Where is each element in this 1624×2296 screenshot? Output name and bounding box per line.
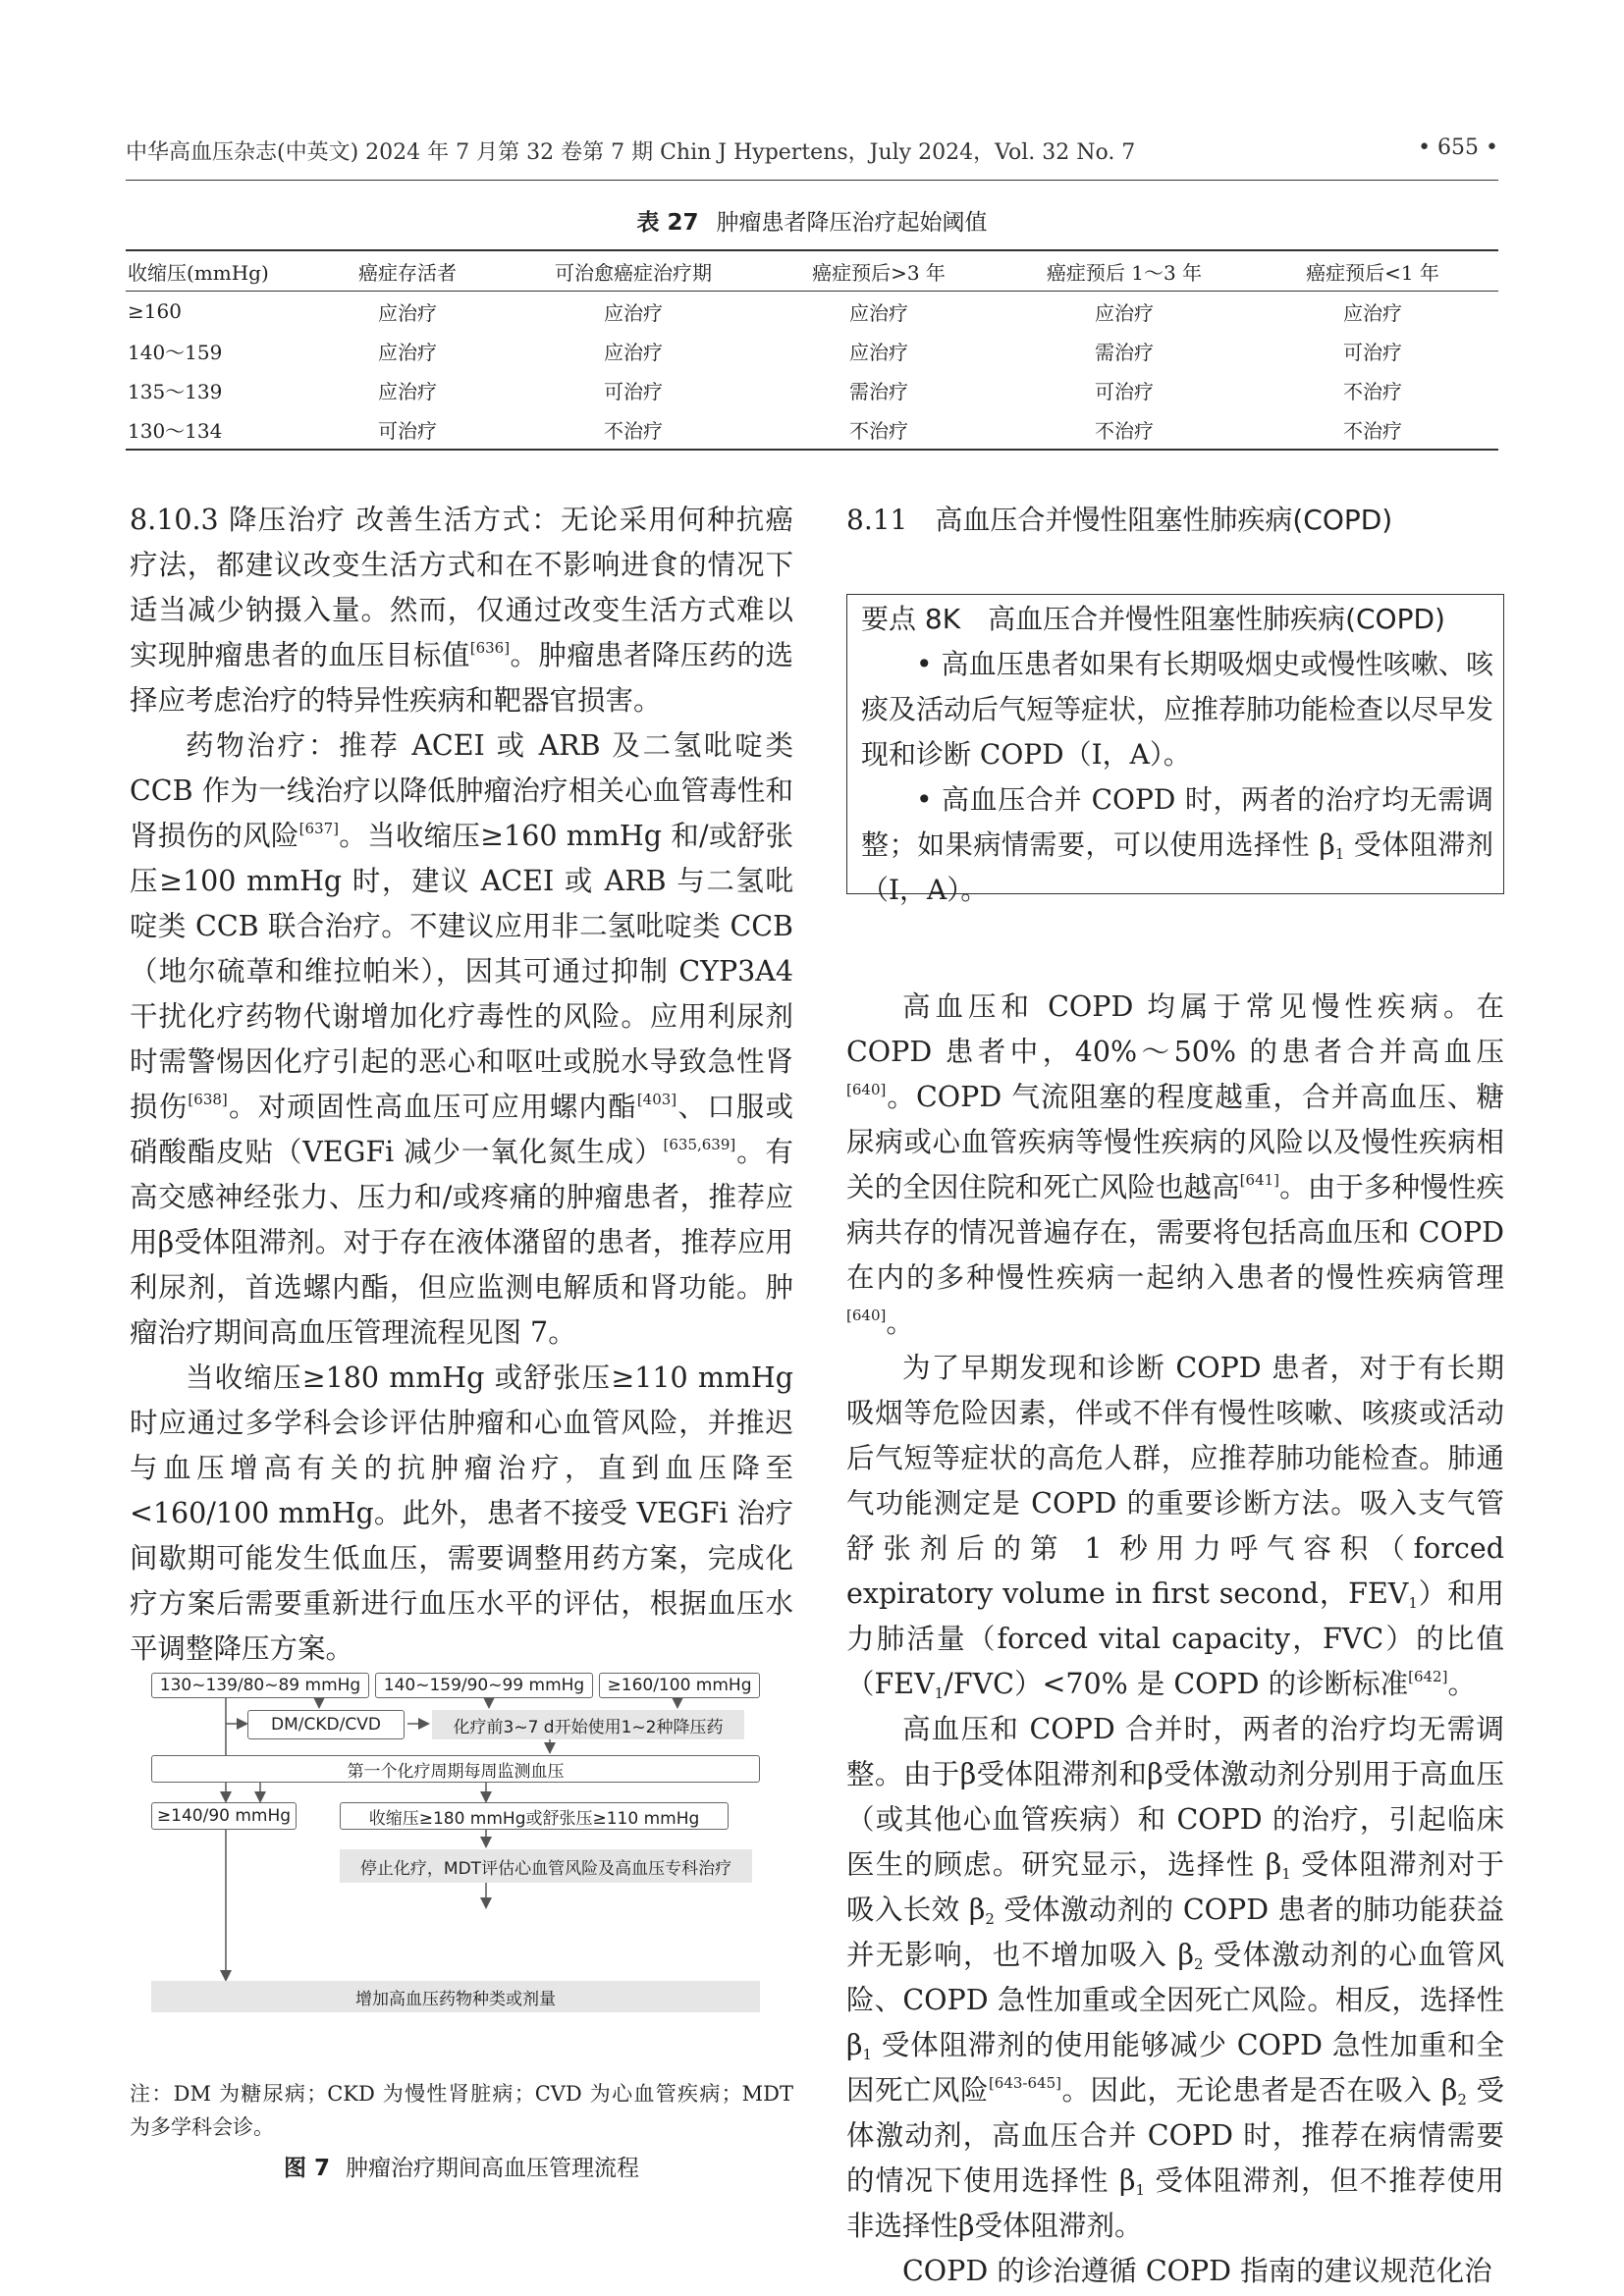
table-cell: 应治疗 <box>849 340 908 364</box>
text-span: 。对顽固性高血压可应用螺内酯 <box>227 1091 637 1123</box>
key-points-title <box>861 597 1493 642</box>
section-number: 8.11 <box>846 504 908 536</box>
citation: [643-645] <box>988 2074 1061 2092</box>
paragraph-antihypertensive <box>130 498 793 723</box>
text-span: 受体阻滞剂，但不推荐使用非选择性β受体阻滞剂。 <box>846 2164 1504 2242</box>
citation: [641] <box>1239 1171 1280 1189</box>
paragraph-copd-guideline: COPD 的诊治遵循 COPD 指南的建议规范化治 <box>902 2255 1492 2287</box>
table-cell: 可治疗 <box>1343 340 1402 364</box>
figure-caption <box>130 2150 793 2182</box>
paragraph-copd-treatment <box>846 1707 1504 2249</box>
text-span: 为了早期发现和诊断 COPD 患者，对于有长期吸烟等危险因素，伴或不伴有慢性咳嗽、咳痰或活动后气短等症状的高危人群，应推荐肺功能检查。肺通气功能测定是 COPD 的重要诊断方法。吸入支气管舒张剂后的第 1 秒用力呼气容积（forced expiratory volume in first second，FEV <box>846 1352 1504 1610</box>
text-span: ）和用力肺活量（forced vital capacity，FVC）的比值（FEV <box>846 1577 1504 1700</box>
table-cell: 不治疗 <box>511 409 756 450</box>
table-header-cell: 癌症预后 1～3 年 <box>1001 250 1247 292</box>
table-header-cell: 可治愈癌症治疗期 <box>511 250 756 292</box>
flow-box-bp-160-100: ≥160/100 mmHg <box>599 1673 760 1698</box>
subscript: 2 <box>1193 1955 1204 1973</box>
key-points-box <box>846 594 1504 906</box>
table-header-row <box>126 250 1498 292</box>
figure-label: 图 7 <box>283 2156 330 2181</box>
subscript: 1 <box>1135 2181 1146 2199</box>
figure-title: 肿瘤治疗期间高血压管理流程 <box>346 2156 639 2181</box>
right-column <box>846 985 1504 2294</box>
text-span: 高血压和 COPD 合并时，两者的治疗均无需调整。由于β受体阻滞剂和β受体激动剂分别用于高血压（或其他心血管疾病）和 COPD 的治疗，引起临床医生的顾虑。研究显示，选择性 β <box>846 1713 1504 1881</box>
text-span: 受体激动剂，高血压合并 COPD 时，推荐在病情需要的情况下使用选择性 β <box>846 2074 1504 2197</box>
table-cell: ≥160 <box>128 299 182 323</box>
table-cell: 135～139 <box>128 379 223 403</box>
text-span: 。肿瘤患者降压药的选择应考虑治疗的特异性疾病和靶器官损害。 <box>130 639 793 717</box>
table-cell: 应治疗 <box>1343 300 1402 325</box>
paragraph-copd-diagnosis <box>846 1346 1504 1707</box>
text-span: 、口服或硝酸酯皮贴（VEGFi 减少一氧化氮生成） <box>130 1091 793 1168</box>
text-span: 。当收缩压≥160 mmHg 和/或舒张压≥100 mmHg 时，建议 ACEI 或 ARB 与二氢吡啶类 CCB 联合治疗。不建议应用非二氢吡啶类 CCB（地尔硫䓬和维拉帕米），因其可通过抑制 CYP3A4 干扰化疗药物代谢增加化疗毒性的风险。应用利尿剂时需警惕因化疗引起的恶心和呕吐或脱水导致急性肾损伤 <box>130 820 793 1123</box>
section-heading-8-11 <box>846 498 1392 543</box>
journal-citation: 中华高血压杂志(中英文) 2024 年 7 月第 32 卷第 7 期 Chin J Hypertens，July 2024，Vol. 32 No. 7 <box>126 140 1136 165</box>
table-cell: 130～134 <box>126 409 304 450</box>
text-span: 。 <box>1447 1668 1476 1700</box>
flow-box-start-antihypertensives: 化疗前3~7 d开始使用1~2种降压药 <box>432 1710 744 1739</box>
table-cell: 应治疗 <box>604 340 663 364</box>
table-cell: 应治疗 <box>1095 300 1154 325</box>
table-cell: 不治疗 <box>1001 409 1247 450</box>
citation: [642] <box>1408 1668 1448 1685</box>
page-number: • 655 • <box>1418 135 1498 160</box>
table-cell: 应治疗 <box>849 300 908 325</box>
text-span: 受体激动剂的 COPD 患者的肺功能获益并无影响，也不增加吸入 β <box>846 1894 1504 1971</box>
key-point-2 <box>861 777 1493 913</box>
flow-box-stop-chemo-mdt: 停止化疗，MDT评估心血管风险及高血压专科治疗 <box>340 1849 752 1883</box>
threshold-table <box>126 249 1498 451</box>
key-points-heading: 高血压合并慢性阻塞性肺疾病(COPD) <box>988 603 1445 635</box>
text-span: /FVC）<70% 是 COPD 的诊断标准 <box>944 1668 1409 1700</box>
flow-box-bp-180-110: 收缩压≥180 mmHg或舒张压≥110 mmHg <box>340 1802 729 1830</box>
paragraph-drug-therapy <box>130 723 793 1356</box>
text-span: 受体阻滞剂对于吸入长效 β <box>846 1848 1504 1926</box>
text-span: 受体阻滞剂（Ⅰ，A）。 <box>861 828 1493 906</box>
table-cell: 需治疗 <box>849 379 908 403</box>
header-rule <box>126 180 1498 181</box>
text-span: 。由于多种慢性疾病共存的情况普遍存在，需要将包括高血压和 COPD 在内的多种慢性疾病一起纳入患者的慢性疾病管理 <box>846 1171 1504 1294</box>
subscript: 1 <box>1334 845 1345 863</box>
table-cell: 不治疗 <box>1343 379 1402 403</box>
subscript: 1 <box>934 1684 945 1702</box>
flow-box-dm-ckd-cvd: DM/CKD/CVD <box>247 1710 405 1739</box>
subscript: 1 <box>862 2046 873 2063</box>
citation: [636] <box>469 639 511 657</box>
table-row <box>126 370 1498 409</box>
paragraph-severe-hypertension: 当收缩压≥180 mmHg 或舒张压≥110 mmHg 时应通过多学科会诊评估肿瘤和心血管风险，并推迟与血压增高有关的抗肿瘤治疗，直到血压降至<160/100 mmHg。此外，患者不接受 VEGFi 治疗间歇期可能发生低血压，需要调整用药方案，完成化疗方案后需要重新进行血压水平的评估，根据血压水平调整降压方案。 <box>130 1362 793 1665</box>
left-column <box>130 498 793 1672</box>
table-label: 表 27 <box>636 210 699 236</box>
table-cell: 可治疗 <box>604 379 663 403</box>
citation: [637] <box>298 820 340 837</box>
table-cell: 应治疗 <box>378 300 437 325</box>
flow-box-bp-140-90: ≥140/90 mmHg <box>151 1802 297 1830</box>
table-caption <box>126 204 1498 237</box>
key-point-1: • 高血压患者如果有长期吸烟史或慢性咳嗽、咳痰及活动后气短等症状，应推荐肺功能检查以尽早发现和诊断 COPD（Ⅰ，A）。 <box>861 648 1494 771</box>
text-span: 。COPD 气流阻塞的程度越重，合并高血压、糖尿病或心血管疾病等慢性疾病的风险以及慢性疾病相关的全因住院和死亡风险也越高 <box>846 1081 1504 1203</box>
citation: [635,639] <box>663 1136 736 1153</box>
flow-box-bp-140-159: 140~159/90~99 mmHg <box>375 1673 593 1698</box>
table-header-cell: 癌症存活者 <box>304 250 511 292</box>
citation: [640] <box>846 1081 887 1098</box>
subscript: 1 <box>1408 1594 1418 1612</box>
section-title: 高血压合并慢性阻塞性肺疾病(COPD) <box>935 504 1393 536</box>
figure-note: 注：DM 为糖尿病；CKD 为慢性肾脏病；CVD 为心血管疾病；MDT 为多学科会诊。 <box>130 2082 793 2139</box>
text-span: 药物治疗：推荐 ACEI 或 ARB 及二氢吡啶类 CCB 作为一线治疗以降低肿瘤治疗相关心血管毒性和肾损伤的风险 <box>130 729 793 852</box>
text-span: 。 <box>886 1307 914 1339</box>
flow-box-bp-130-139: 130~139/80~89 mmHg <box>151 1673 369 1698</box>
table-header-cell: 癌症预后<1 年 <box>1247 250 1498 292</box>
table-cell: 需治疗 <box>1095 340 1154 364</box>
table-cell: 140～159 <box>128 340 223 364</box>
flow-box-increase-drugs: 增加高血压药物种类或剂量 <box>151 1981 760 2012</box>
table-cell: 应治疗 <box>378 340 437 364</box>
citation: [640] <box>846 1307 887 1324</box>
text-span: 高血压和 COPD 均属于常见慢性疾病。在 COPD 患者中，40%～50% 的患者合并高血压 <box>846 990 1504 1068</box>
table-cell: 不治疗 <box>756 409 1001 450</box>
paragraph-copd-prevalence <box>846 985 1504 1346</box>
subscript: 1 <box>1281 1865 1291 1883</box>
table-cell: 不治疗 <box>1247 409 1498 450</box>
table-cell: 应治疗 <box>378 379 437 403</box>
citation: [403] <box>636 1091 677 1108</box>
text-span: 。因此，无论患者是否在吸入 β <box>1061 2074 1458 2107</box>
table-cell: 可治疗 <box>1095 379 1154 403</box>
table-title: 肿瘤患者降压治疗起始阈值 <box>716 210 988 236</box>
text-span: 。有高交感神经张力、压力和/或疼痛的肿瘤患者，推荐应用β受体阻滞剂。对于存在液体潴留的患者，推荐应用利尿剂，首选螺内酯，但应监测电解质和肾功能。肿瘤治疗期间高血压管理流程见图 7。 <box>130 1136 793 1349</box>
table-row <box>126 409 1498 450</box>
running-header <box>126 135 1498 175</box>
text-span: 受体阻滞剂的使用能够减少 COPD 急性加重和全因死亡风险 <box>846 2029 1504 2107</box>
table-header-cell: 收缩压(mmHg) <box>126 250 304 292</box>
table-row <box>126 292 1498 332</box>
key-points-label: 要点 8K <box>861 603 961 635</box>
table-cell: 可治疗 <box>304 409 511 450</box>
subscript: 2 <box>985 1910 995 1928</box>
text-span: 8.10.3 降压治疗 改善生活方式：无论采用何种抗癌疗法，都建议改变生活方式和在不影响进食的情况下适当减少钠摄入量。然而，仅通过改变生活方式难以实现肿瘤患者的血压目标值 <box>130 504 793 671</box>
citation: [638] <box>188 1091 228 1108</box>
subscript: 2 <box>1457 2091 1467 2109</box>
table-row <box>126 331 1498 370</box>
table-header-cell: 癌症预后>3 年 <box>756 250 1001 292</box>
table-cell: 应治疗 <box>604 300 663 325</box>
flow-box-weekly-monitoring: 第一个化疗周期每周监测血压 <box>151 1755 760 1783</box>
text-span: 受体激动剂的心血管风险、COPD 急性加重或全因死亡风险。相反，选择性 β <box>846 1939 1504 2061</box>
text-span: • 高血压合并 COPD 时，两者的治疗均无需调整；如果病情需要，可以使用选择性 β <box>861 783 1493 861</box>
flowchart-figure-7 <box>147 1669 766 2061</box>
